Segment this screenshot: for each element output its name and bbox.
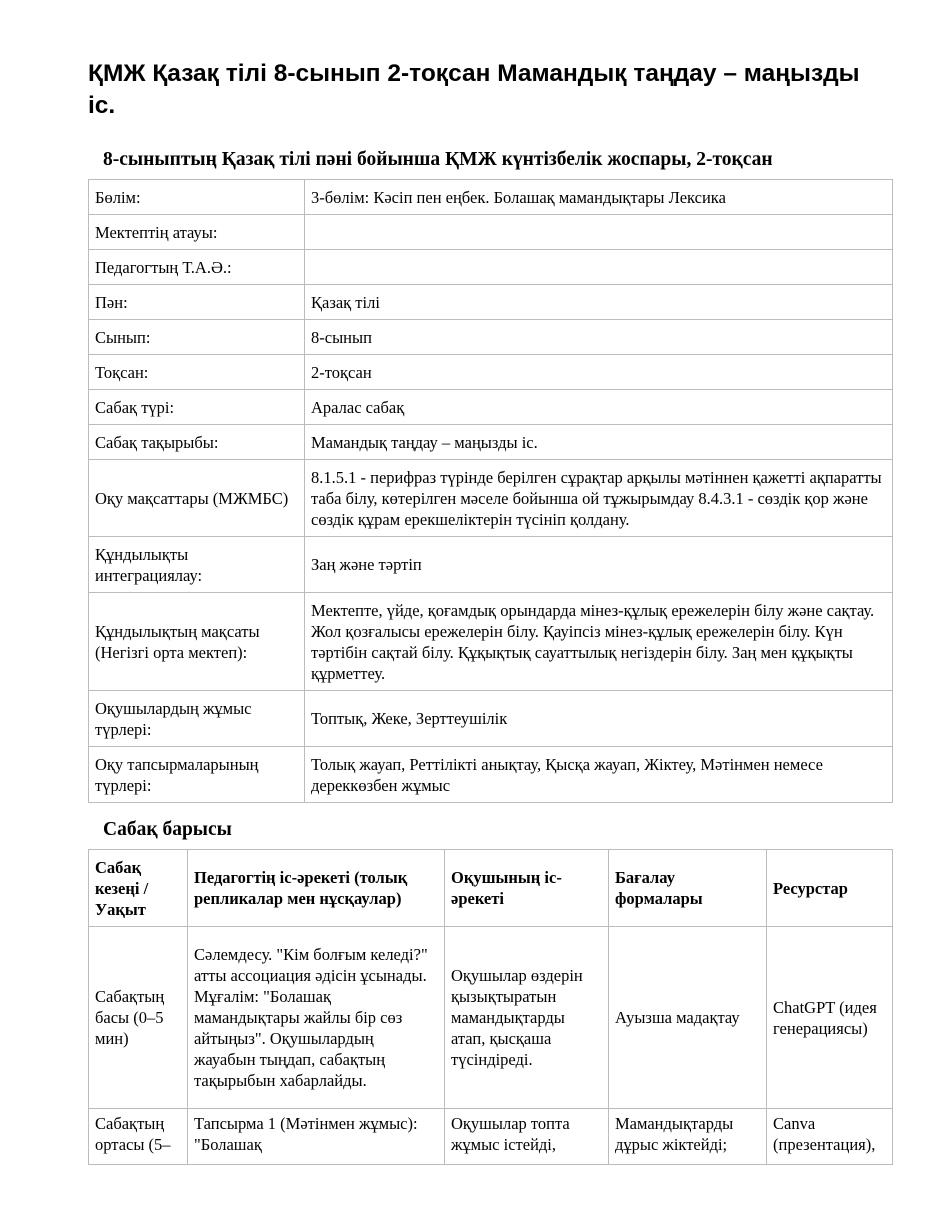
table-row (89, 1109, 893, 1166)
info-label: Бөлім: (89, 180, 305, 215)
table-row (89, 215, 893, 250)
teacher-cell: Тапсырма 1 (Мәтінмен жұмыс): "Болашақ (188, 1109, 445, 1166)
table-row (89, 285, 893, 320)
table-row (89, 180, 893, 215)
assessment-cell: Ауызша мадақтау (609, 927, 767, 1109)
info-value (305, 250, 893, 285)
info-value: 8-сынып (305, 320, 893, 355)
info-label: Сабақ тақырыбы: (89, 425, 305, 460)
table-header-row (89, 850, 893, 927)
stage-cell: Сабақтың ортасы (5– (89, 1109, 188, 1166)
info-label: Тоқсан: (89, 355, 305, 390)
info-value: Қазақ тілі (305, 285, 893, 320)
lesson-heading: Сабақ барысы (103, 819, 232, 840)
info-label: Педагогтың Т.А.Ә.: (89, 250, 305, 285)
table-row (89, 747, 893, 803)
column-header-resources: Ресурстар (767, 850, 893, 927)
document-title: ҚМЖ Қазақ тілі 8-сынып 2-тоқсан Мамандық таңдау – маңызды іс. (88, 60, 860, 119)
table-row (89, 691, 893, 747)
info-value: Мектепте, үйде, қоғамдық орындарда мінез-құлық ережелерін білу және сақтау. Жол қозғалысы ережелерін білу. Қауіпсіз мінез-құлық ережелерін білу. Күн тәртібін сақтай білу. Құқықтық сауаттылық негіздерін білу. Заң мен құқықты құрметтеу. (305, 593, 893, 691)
info-value (305, 215, 893, 250)
column-header-student: Оқушының іс-әрекеті (445, 850, 609, 927)
info-value: Аралас сабақ (305, 390, 893, 425)
table-row (89, 390, 893, 425)
resources-cell: Canva (презентация), (767, 1109, 893, 1166)
table-row (89, 537, 893, 593)
table-row (89, 425, 893, 460)
info-value: 8.1.5.1 - перифраз түрінде берілген сұрақтар арқылы мәтіннен қажетті ақпаратты таба білу, көтерілген мәселе бойынша ой тұжырымдау 8.4.3.1 - сөздік қор және сөздік құрам ерекшеліктерін түсініп қолдану. (305, 460, 893, 537)
info-label: Сабақ түрі: (89, 390, 305, 425)
info-label: Құндылықты интеграциялау: (89, 537, 305, 593)
table-row (89, 250, 893, 285)
info-label: Оқушылардың жұмыс түрлері: (89, 691, 305, 747)
assessment-cell: Мамандықтарды дұрыс жіктейді; (609, 1109, 767, 1166)
info-label: Құндылықтың мақсаты (Негізгі орта мектеп): (89, 593, 305, 691)
table-row (89, 355, 893, 390)
column-header-stage: Сабақ кезеңі / Уақыт (89, 850, 188, 927)
table-cut-line (88, 1164, 893, 1165)
info-label: Мектептің атауы: (89, 215, 305, 250)
lesson-flow-table (88, 849, 893, 1165)
info-value: Топтық, Жеке, Зерттеушілік (305, 691, 893, 747)
stage-cell: Сабақтың басы (0–5 мин) (89, 927, 188, 1109)
table-row (89, 320, 893, 355)
column-header-teacher: Педагогтің іс-әрекеті (толық репликалар мен нұсқаулар) (188, 850, 445, 927)
column-header-assessment: Бағалау формалары (609, 850, 767, 927)
student-cell: Оқушылар топта жұмыс істейді, (445, 1109, 609, 1166)
lesson-info-table (88, 179, 893, 803)
info-value: Заң және тәртіп (305, 537, 893, 593)
plan-subtitle: 8-сыныптың Қазақ тілі пәні бойынша ҚМЖ күнтізбелік жоспары, 2-тоқсан (103, 149, 773, 170)
student-cell: Оқушылар өздерін қызықтыратын мамандықтарды атап, қысқаша түсіндіреді. (445, 927, 609, 1109)
teacher-cell: Сәлемдесу. "Кім болғым келеді?" атты ассоциация әдісін ұсынады. Мұғалім: "Болашақ мамандықтары жайлы бір сөз айтыңыз". Оқушылардың жауабын тыңдап, сабақтың тақырыбын хабарлайды. (188, 927, 445, 1109)
info-value: 3-бөлім: Кәсіп пен еңбек. Болашақ мамандықтары Лексика (305, 180, 893, 215)
info-label: Оқу тапсырмаларының түрлері: (89, 747, 305, 803)
info-value: 2-тоқсан (305, 355, 893, 390)
table-row (89, 460, 893, 537)
info-label: Пән: (89, 285, 305, 320)
info-value: Толық жауап, Реттілікті анықтау, Қысқа жауап, Жіктеу, Мәтінмен немесе дереккөзбен жұмыс (305, 747, 893, 803)
table-row (89, 927, 893, 1109)
info-label: Оқу мақсаттары (МЖМБС) (89, 460, 305, 537)
info-label: Сынып: (89, 320, 305, 355)
table-row (89, 593, 893, 691)
info-value: Мамандық таңдау – маңызды іс. (305, 425, 893, 460)
resources-cell: ChatGPT (идея генерациясы) (767, 927, 893, 1109)
